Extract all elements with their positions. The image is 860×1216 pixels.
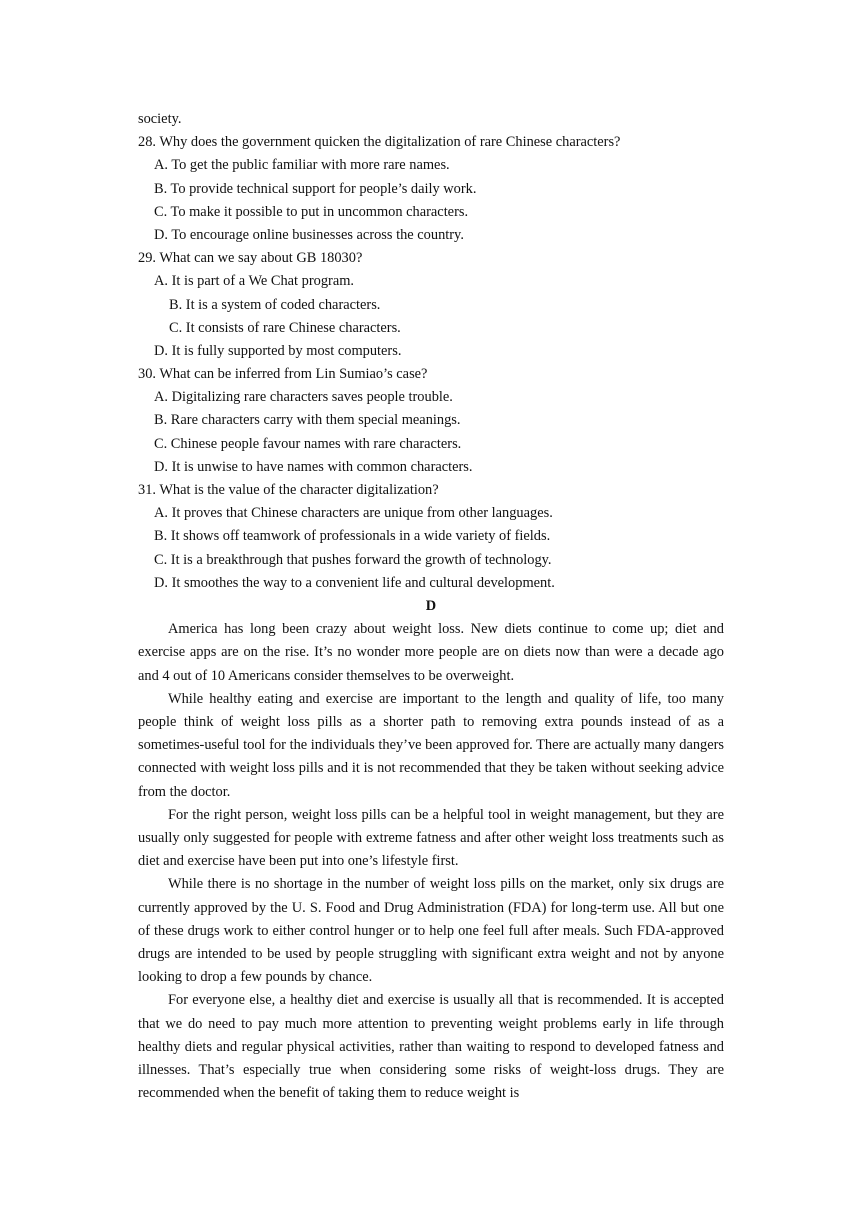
document-page — [138, 108, 724, 1105]
question-30-option-c: C. Chinese people favour names with rare characters. — [154, 435, 462, 452]
question-31-stem: 31. What is the value of the character digitalization? — [138, 482, 439, 498]
question-28-option-d: D. To encourage online businesses across the country. — [154, 226, 464, 243]
section-d-paragraph-5: For everyone else, a healthy diet and exercise is usually all that is recommended. It is accepted that we do need to pay much more attention to preventing weight problems early in life through healthy diets and regular physical activities, rather than waiting to respond to developed fatness and illnesses. That’s especially true when considering some risks of weight-loss drugs. They are recommended when the benefit of taking them to reduce weight is — [138, 992, 724, 1102]
question-30-stem: 30. What can be inferred from Lin Sumiao’s case? — [138, 366, 428, 383]
question-31-option-a: A. It proves that Chinese characters are unique from other languages. — [154, 505, 553, 522]
section-d-paragraph-1: America has long been crazy about weight loss. New diets continue to come up; diet and exercise apps are on the rise. It’s no wonder more people are on diets now than were a decade ago and 4 out of 10 Americans consider themselves to be overweight. — [138, 621, 724, 684]
question-30-option-d: D. It is unwise to have names with common characters. — [154, 458, 473, 475]
question-31-option-b: B. It shows off teamwork of professionals in a wide variety of fields. — [154, 528, 551, 545]
question-31-option-d: D. It smoothes the way to a convenient life and cultural development. — [154, 574, 555, 591]
question-28-option-a: A. To get the public familiar with more rare names. — [154, 157, 450, 174]
section-d-paragraph-2: While healthy eating and exercise are important to the length and quality of life, too many people think of weight loss pills as a shorter path to removing extra pounds instead of as a sometimes-useful tool for the individuals they’ve been approved for. There are actually many dangers connected with weight loss pills and it is not recommended that they be taken without seeking advice from the doctor. — [138, 690, 724, 800]
question-29-stem: 29. What can we say about GB 18030? — [138, 250, 363, 267]
question-29-option-d: D. It is fully supported by most computers. — [154, 342, 402, 359]
question-31-option-c: C. It is a breakthrough that pushes forward the growth of technology. — [154, 551, 552, 568]
passage-c-tail: society. — [138, 111, 182, 127]
section-d-paragraph-4: While there is no shortage in the number of weight loss pills on the market, only six drugs are currently approved by the U. S. Food and Drug Administration (FDA) for long-term use. All but one of these drugs work to either control hunger or to help one feel full after meals. Such FDA-approved drugs are intended to be used by people struggling with significant extra weight and not by anyone looking to drop a few pounds by chance. — [138, 876, 724, 986]
question-28-option-c: C. To make it possible to put in uncommon characters. — [154, 203, 469, 220]
question-28-option-b: B. To provide technical support for people’s daily work. — [154, 180, 477, 197]
section-d-paragraph-3: For the right person, weight loss pills can be a helpful tool in weight management, but they are usually only suggested for people with extreme fatness and after other weight loss treatments such as diet and exercise have been put into one’s lifestyle first. — [138, 806, 724, 870]
question-29-option-c: C. It consists of rare Chinese characters. — [169, 319, 401, 336]
question-29-option-b: B. It is a system of coded characters. — [169, 296, 381, 313]
question-28-stem: 28. Why does the government quicken the digitalization of rare Chinese characters? — [138, 134, 621, 151]
section-d-title: D — [425, 597, 437, 614]
question-30-option-b: B. Rare characters carry with them special meanings. — [154, 412, 461, 429]
question-29-option-a: A. It is part of a We Chat program. — [154, 273, 354, 290]
question-30-option-a: A. Digitalizing rare characters saves people trouble. — [154, 389, 453, 406]
